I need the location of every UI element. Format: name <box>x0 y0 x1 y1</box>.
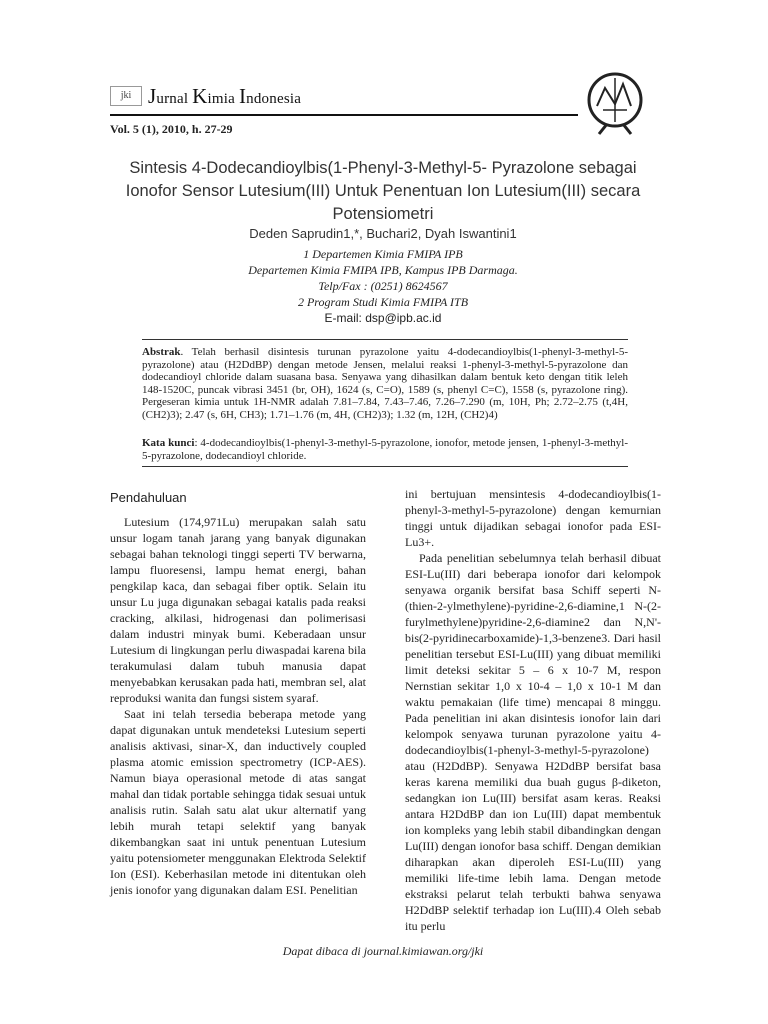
header-rule <box>110 114 578 116</box>
right-column <box>405 486 661 934</box>
email: E-mail: dsp@ipb.ac.id <box>324 311 442 325</box>
journal-logo: jki <box>110 86 142 106</box>
journal-name: Jurnal Kimia Indonesia <box>148 84 302 108</box>
affiliations: 1 Departemen Kimia FMIPA IPB Departemen Kimia FMIPA IPB, Kampus IPB Darmaga. Telp/Fax : (0251) 8624567 2 Program Studi Kimia FMIPA ITB <box>248 247 518 309</box>
journal-emblem-icon <box>585 70 645 136</box>
article-title: Sintesis 4-Dodecandioylbis(1-Phenyl-3-Methyl-5- Pyrazolone sebagai Ionofor Sensor Lutesium(III) Untuk Penentuan Ion Lutesium(III) secara Potensiometri <box>125 159 641 223</box>
abstract <box>142 346 628 422</box>
paragraph: Saat ini telah tersedia beberapa metode yang dapat digunakan untuk mendeteksi Lutesium seperti analisis aktivasi, sinar-X, dan inductively coupled plasma atomic emission spectrometry (ICP-AES). Namun biaya operasional metode di atas sangat mahal dan tidak portable sehingga tidak sesuai untuk analisis rutin. Salah satu alat ukur alternatif yang lebih murah tetapi selektif yang banyak dikembangkan saat ini untuk penentuan Lutesium yaitu potensiometer menggunakan Elektroda Selektif Ion (ESI). Keberhasilan metode ini ditentukan oleh jenis ionofor yang digunakan dalam ESI. Penelitian <box>110 707 366 897</box>
footer: Dapat dibaca di journal.kimiawan.org/jki <box>282 944 484 958</box>
keywords-text: : 4-dodecandioylbis(1-phenyl-3-methyl-5-pyrazolone, ionofor, metode jensen, 1-phenyl-3-methyl-5-pyrazolone, dodecandioyl chloride. <box>142 437 628 462</box>
paragraph: Pada penelitian sebelumnya telah berhasil dibuat ESI-Lu(III) dari beberapa ionofor dari kelompok senyawa organik bersifat basa Schiff seperti N-(thien-2-ylmethylene)-pyridine-2,6-diamine,1 N-(2-furylmethylene)pyridine-2,6-diamine2 dan N,N'-bis(2-pyridinecarboxamide)-1,3-benzene3. Dari hasil penelitian tersebut ESI-Lu(III) yang dibuat memiliki limit deteksi sekitar 5 – 6 x 10-7 M, respon Nernstian sekitar 1,0 x 10-4 – 1,0 x 10-1 M dan waktu pemakaian (life time) mencapai 8 minggu. Pada penelitian ini akan disintesis ionofor lain dari kelompok senyawa turunan pyrazolone yaitu 4-dodecandioylbis(1-phenyl-3-methyl-5-pyrazolone) atau (H2DdBP). Senyawa H2DdBP bersifat basa keras karena memiliki dua buah gugus β-diketon, sedangkan ion Lu(III) bersifat asam keras. Reaksi antara H2DdBP dan ion Lu(III) dapat membentuk ion kompleks yang lebih stabil dibandingkan dengan Lu(III) dengan ionofor basa schiff. Dengan demikian diharapkan akan diperoleh ESI-Lu(III) yang memiliki life-time lebih lama. Dengan metode ekstraksi pelarut telah terbukti bahwa senyawa H2DdBP selektif terhadap ion Lu(III).4 Oleh sebab itu perlu <box>405 551 661 933</box>
section-title: Pendahuluan <box>110 490 187 505</box>
left-column <box>110 490 366 898</box>
paragraph: Lutesium (174,971Lu) merupakan salah satu unsur logam tanah jarang yang banyak digunakan sebagai bahan teknologi tinggi seperti TV berwarna, lampu fluoresensi, lampu hemat energi, bahan pengkilap kaca, dan sebagai fiber optik. Selain itu unsur Lu juga digunakan sebagai katalis pada reaksi cracking, alkilasi, hidrogenasi dan polimerisasi dalam industri minyak bumi. Keberadaan unsur Lutesium di lingkungan perlu diwaspadai karena bila terakumulasi dalam tubuh manusia dapat menyebabkan kerusakan pada hati, membran sel, alat reproduksi wanita dan fungsi sistem syaraf. <box>110 515 366 705</box>
keywords-label: Kata kunci <box>142 437 195 449</box>
abstract-text: . Telah berhasil disintesis turunan pyrazolone yaitu 4-dodecandioylbis(1-phenyl-3-methyl-5-pyrazolone) atau (H2DdBP) dengan metode Jensen, melalui reaksi 1-phenyl-3-methyl-5-pyrazolone dan dodecandioyl chloride dalam suasana basa. Senyawa yang dihasilkan dalam bentuk keto dengan titik leleh 148-1520C, puncak vibrasi 3451 (br, OH), 1624 (s, C=O), 1589 (s, phenyl C=C), 1558 (s, pyrazolone ring). Pergeseran kimia untuk 1H-NMR adalah 7.81–7.84, 7.43–7.46, 7.26–7.290 (m, 10H, Ph; 2.72–2.75 (t,4H, (CH2)3); 2.47 (s, 6H, CH3); 1.71–1.76 (m, 4H, (CH2)3); 1.32 (m, 12H, (CH2)4) <box>142 346 628 421</box>
abstract-label: Abstrak <box>142 346 181 358</box>
paragraph: ini bertujuan mensintesis 4-dodecandioylbis(1-phenyl-3-methyl-5-pyrazolone) dengan kemurnian tinggi untuk dijadikan sebagai ionofor pada ESI-Lu3+. <box>405 487 661 549</box>
authors: Deden Saprudin1,*, Buchari2, Dyah Iswantini1 <box>249 226 517 241</box>
keywords <box>142 437 628 462</box>
volume-line: Vol. 5 (1), 2010, h. 27-29 <box>110 122 233 136</box>
abstract-top-rule <box>142 339 628 340</box>
abstract-bottom-rule <box>142 466 628 467</box>
